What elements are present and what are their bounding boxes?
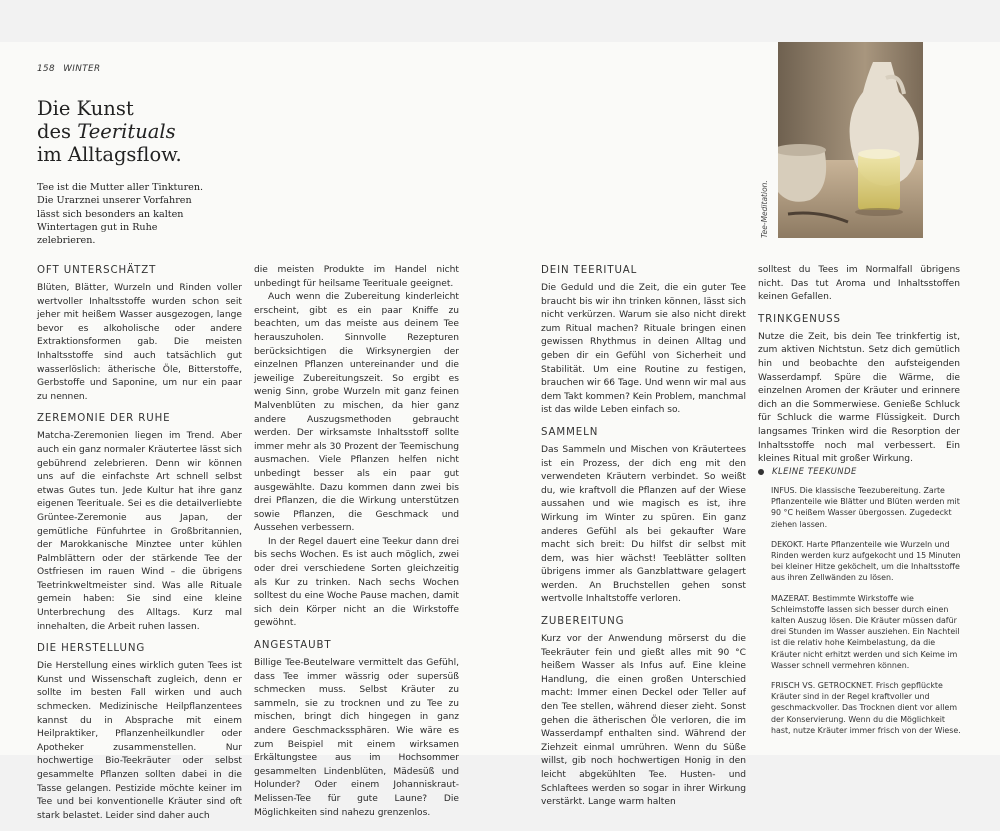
paragraph: In der Regel dauert eine Teekur dann drei bis sechs Wochen. Es ist auch möglich, zwei oder drei verschiedene Sorten gleichzeitig als Kur zu trinken. Nach sechs Wochen solltest du eine Woche Pause machen, damit sich dein Körper nicht an die Wirkstoffe gewöhnt. <box>254 536 459 629</box>
title-emphasis: Teerituals <box>77 120 176 143</box>
paragraph: Die Herstellung eines wirklich guten Tees ist Kunst und Wissenschaft zugleich, denn er sollte im besten Fall wirken und auch schmecken. Medizinische Heilpflanzentees kannst du in Absprache mit einem Heilpraktiker, Pflanzenheilkundler oder Apotheker zusammenstellen. Nur hochwertige Bio-Teekräuter oder selbst gesammelte Pflanzen sollten dabei in die Tasse gelangen. Pestizide möchte keiner im Tee und bei konventionelle Kräuter sind oft stark belastet. Leider sind daher auch <box>37 661 242 821</box>
teekunde-dekokt: DEKOKT. Harte Pflanzenteile wie Wurzeln und Rinden werden kurz aufgekocht und 15 Minuten bei kleiner Hitze geköchelt, um die Inhaltsstoffe aus ihren Zellwänden zu lösen. <box>771 539 961 583</box>
paragraph: Blüten, Blätter, Wurzeln und Rinden voller wertvoller Inhaltsstoffe wurden schon seit jeher mit heißem Wasser ausgezogen, lange bevor es alkoholische oder andere Extraktionsformen gab. Die meisten Inhaltsstoffe sind auch tatsächlich gut wasserlöslich: ätherische Öle, Bitterstoffe, Gerbstoffe und Saponine, um nur ein paar zu nennen. <box>37 283 242 402</box>
paragraph: Die Geduld und die Zeit, die ein guter Tee braucht bis wir ihn trinken können, lässt sich nicht verkürzen. Warum sie also nicht direkt zum Ritual machen? Rituale bringen einen gewissen Rhythmus in deinen Alltag und geben dir ein Gefühl von Sicherheit und Stabilität. Um eine Routine zu festigen, brauchen wir 66 Tage. Und wenn wir mal aus dem Takt kommen? Kein Problem, manchmal ist das wilde Leben einfach so. <box>541 283 746 416</box>
title-line-1: Die Kunst <box>37 97 134 120</box>
column-3 <box>541 264 746 818</box>
teekunde-box <box>758 466 963 745</box>
heading-oft-unterschaetzt: OFT UNTERSCHÄTZT <box>37 265 157 276</box>
title-line-2-prefix: des <box>37 120 78 143</box>
column-2 <box>254 264 459 828</box>
tea-photo-illustration <box>778 42 923 238</box>
paragraph: Das Sammeln und Mischen von Kräutertees ist ein Prozess, der dich eng mit den verwendeten Kräutern verbindet. So weißt du, wie kraftvoll die Pflanzen auf der Wiese aussahen und wie magisch es ist, ihre Wirkung im Winter zu spüren. Ein ganz anderes Gefühl als bei gekaufter Ware macht sich breit: Du hilfst dir selbst mit dem, was hier wächst! Teeblätter sollten übrigens immer als Ganzblattware gelagert werden. An Bruchstellen gehen sonst wertvolle Inhaltstoffe verloren. <box>541 444 746 605</box>
bullet-icon <box>758 469 764 475</box>
paragraph: Matcha-Zeremonien liegen im Trend. Aber auch ein ganz normaler Kräutertee lässt sich gebührend zelebrieren. Denn wir können uns auf die einfachste Art schnell selbst etwas Gutes tun. Jede Kultur hat ihre ganz eigenen Teerituale. Sei es die detailverliebte Grüntee-Zeremonie aus Japan, der gemütliche Fünfuhrtee in Großbritannien, der Marokkanische Minztee unter kühlen Palmblättern oder der stärkende Tee der Ostfriesen im rauen Wind – die übrigens Teetrinkweltmeister sind. Was alle Rituale gemein haben: Sie sind eine kleine Unterbrechung des Alltags. Kurz mal innehalten, die Arbeit ruhen lassen. <box>37 431 242 632</box>
paragraph: die meisten Produkte im Handel nicht unbedingt für heilsame Teerituale geeignet. <box>254 265 459 289</box>
paragraph: Auch wenn die Zubereitung kinderleicht erscheint, gibt es ein paar Kniffe zu beachten, um das meiste aus deinem Tee herauszuholen. Sinnvolle Rezepturen berücksichtigen die Wirksynergien der einzelnen Pflanzen untereinander und die jeweilige Zubereitungszeit. So ergibt es wenig Sinn, grobe Wurzeln mit ganz feinen Malvenblüten zu mischen, da hier ganz andere Auszugsmethoden gebraucht werden. Der wirksamste Inhaltsstoff sollte immer mehr als 30 Prozent der Teemischung ausmachen. Viele Pflanzen helfen nicht unbedingt besser als ein paar gut ausgewählte. Dazu kommen dann zwei bis drei Pflanzen, die die Wirkung unterstützen sowie Pflanzen, die Geschmack und Aussehen verbessern. <box>254 292 459 534</box>
page-title <box>37 97 182 166</box>
photo-caption: Tee-Meditation. <box>760 180 769 238</box>
heading-dein-teeritual: DEIN TEERITUAL <box>541 265 638 276</box>
column-4 <box>758 264 960 475</box>
heading-trinkgenuss: TRINKGENUSS <box>758 313 841 325</box>
heading-sammeln: SAMMELN <box>541 426 599 438</box>
page-number: 158 <box>37 64 55 74</box>
teekunde-mazerat: MAZERAT. Bestimmte Wirkstoffe wie Schleimstoffe lassen sich besser durch einen kalten Auszug lösen. Die Kräuter müssen dafür drei Stunden im Wasser ausziehen. Ein Nachteil ist die relativ hohe Keimbelastung, da die Kräuter nicht erhitzt werden und sich Keime im Wasser schnell vermehren können. <box>771 593 960 670</box>
heading-zubereitung: ZUBEREITUNG <box>541 616 625 628</box>
teekunde-infus: INFUS. Die klassische Teezubereitung. Zarte Pflanzenteile wie Blätter und Blüten werden mit 90 °C heißem Wasser übergossen. Zugedeckt ziehen lassen. <box>771 486 960 529</box>
teekunde-title: KLEINE TEEKUNDE <box>772 466 857 476</box>
paragraph: Kurz vor der Anwendung mörserst du die Teekräuter fein und gießt alles mit 90 °C heißem Wasser als Infus auf. Eine kleine Handlung, die einen großen Unterschied macht: Immer einen Deckel oder Teller auf den Tee stellen, während dieser zieht. Sonst gehen die ätherischen Öle verloren, die im Wasserdampf enthalten sind. Während der Ziehzeit einmal umrühren. Wenn du Süße willst, gib noch hochwertigen Honig in den leicht abgekühlten Tee. Husten- und Schlaftees werden so sogar in ihrer Wirkung verstärkt. Lange warm halten <box>541 634 746 808</box>
title-line-2 <box>37 120 182 143</box>
intro-text: Tee ist die Mutter aller Tinkturen. Die Urarznei unserer Vorfahren lässt sich besonders an kalten Wintertagen gut in Ruhe zelebrieren. <box>37 182 204 247</box>
tea-photo <box>778 42 923 238</box>
teekunde-frisch: FRISCH VS. GETROCKNET. Frisch gepflückte Kräuter sind in der Regel kraftvoller und geschmackvoller. Das Trocknen dient vor allem der Konservierung. Wenn du die Möglichkeit hast, nutze Kräuter immer frisch von der Wiese. <box>771 681 961 735</box>
running-header <box>37 64 106 74</box>
paragraph: solltest du Tees im Normalfall übrigens nicht. Das tut Aroma und Inhaltsstoffen keinen Gefallen. <box>758 265 960 303</box>
teekunde-heading <box>758 466 963 476</box>
heading-herstellung: DIE HERSTELLUNG <box>37 643 146 655</box>
heading-zeremonie: ZEREMONIE DER RUHE <box>37 413 171 425</box>
paragraph: Nutze die Zeit, bis dein Tee trinkfertig ist, zum aktiven Nichtstun. Setz dich gemütlich hin und beobachte den aufsteigenden Wasserdampf. Spüre die Wärme, die einzelnen Aromen der Kräuter und erinnere dich an die Sommerwiese. Genieße Schluck für Schluck die warme Flüssigkeit. Durch langsames Trinken wird die Resorption der Inhaltsstoffe noch mal verbessert. Ein kleines Ritual mit großer Wirkung. <box>758 331 960 465</box>
heading-angestaubt: ANGESTAUBT <box>254 640 332 652</box>
column-1 <box>37 264 242 831</box>
title-line-3: im Alltagsflow. <box>37 143 182 166</box>
paragraph: Billige Tee-Beutelware vermittelt das Gefühl, dass Tee immer wässrig oder supersüß schmecken muss. Selbst Kräuter zu sammeln, sie zu trocknen und zu Tee zu mischen, bringt dich hingegen in ganz andere Geschmackssphären. Wie wäre es zum Beispiel mit einem wirksamen Erkältungstee aus im Hochsommer gesammelten Lindenblüten, Mädesüß und Holunder? Oder einem Johanniskraut-Melissen-Tee für gute Laune? Die Möglichkeiten sind nahezu grenzenlos. <box>254 658 459 818</box>
section-name: WINTER <box>63 64 101 74</box>
